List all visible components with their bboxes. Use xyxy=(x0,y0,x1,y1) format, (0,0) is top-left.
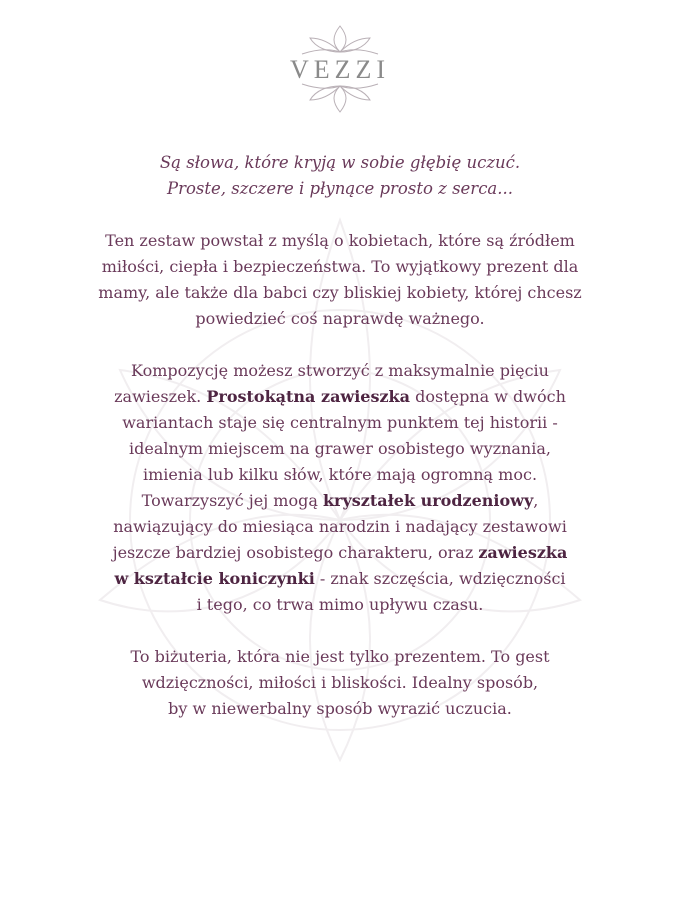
highlight-pendant: zawieszka xyxy=(478,543,568,562)
text-line: nawiązujący do miesiąca narodzin i nadający zestawowi xyxy=(113,517,567,536)
text-line: powiedzieć coś naprawdę ważnego. xyxy=(195,309,485,328)
highlight-birthstone: kryształek urodzeniowy xyxy=(322,491,534,510)
paragraph-1 xyxy=(40,228,640,332)
text-line xyxy=(40,384,640,410)
text-fragment: dostępna w dwóch xyxy=(410,387,566,406)
intro-line: Proste, szczere i płynące prosto z serca... xyxy=(166,179,514,198)
intro-quote xyxy=(40,150,640,202)
paragraph-2 xyxy=(40,358,640,618)
paragraph-3 xyxy=(40,644,640,722)
text-fragment: jeszcze bardziej osobistego charakteru, oraz xyxy=(112,543,479,562)
text-line: wariantach staje się centralnym punktem tej historii - xyxy=(122,413,558,432)
highlight-clover: w kształcie koniczynki xyxy=(114,569,315,588)
text-line: imienia lub kilku słów, które mają ogromną moc. xyxy=(142,465,538,484)
brand-logo xyxy=(290,24,390,114)
text-fragment: , xyxy=(533,491,539,510)
text-line: by w niewerbalny sposób wyrazić uczucia. xyxy=(168,699,512,718)
text-line xyxy=(40,566,640,592)
text-line: mamy, ale także dla babci czy bliskiej kobiety, której chcesz xyxy=(98,283,582,302)
highlight-rectangular-pendant: Prostokątna zawieszka xyxy=(206,387,411,406)
text-fragment: zawieszek. xyxy=(114,387,207,406)
text-line xyxy=(40,540,640,566)
text-fragment: - znak szczęścia, wdzięczności xyxy=(314,569,566,588)
text-fragment: Towarzyszyć jej mogą xyxy=(141,491,323,510)
text-line: To biżuteria, która nie jest tylko prezentem. To gest xyxy=(130,647,550,666)
brand-name: VEZZI xyxy=(290,55,391,84)
text-line: idealnym miejscem na grawer osobistego wyznania, xyxy=(129,439,551,458)
text-line: Ten zestaw powstał z myślą o kobietach, które są źródłem xyxy=(105,231,575,250)
text-line: i tego, co trwa mimo upływu czasu. xyxy=(196,595,484,614)
intro-line: Są słowa, które kryją w sobie głębię uczuć. xyxy=(159,153,521,172)
text-line: miłości, ciepła i bezpieczeństwa. To wyjątkowy prezent dla xyxy=(101,257,579,276)
text-line: wdzięczności, miłości i bliskości. Idealny sposób, xyxy=(141,673,539,692)
description xyxy=(40,150,640,748)
text-line: Kompozycję możesz stworzyć z maksymalnie pięciu xyxy=(131,361,549,380)
text-line xyxy=(40,488,640,514)
